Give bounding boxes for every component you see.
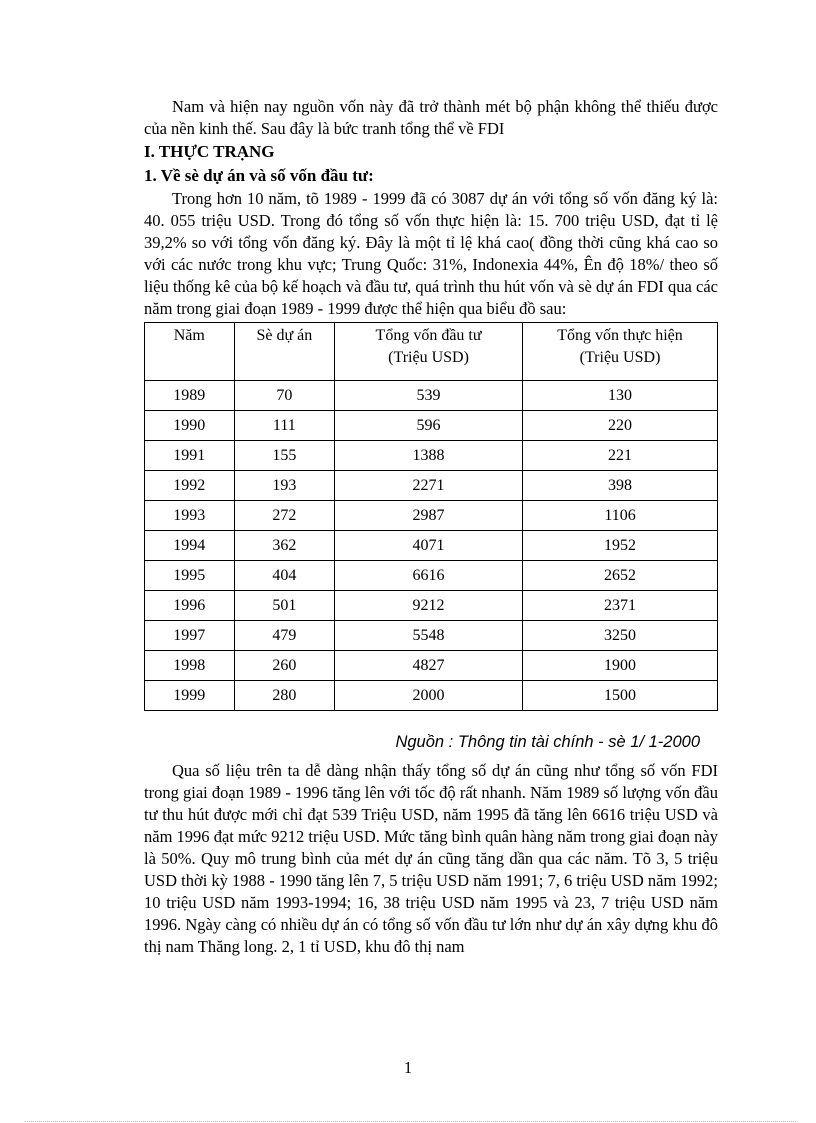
cell-year: 1993 — [145, 501, 235, 531]
cell-realized-capital: 1500 — [523, 681, 718, 711]
cell-year: 1992 — [145, 471, 235, 501]
cell-total-capital: 2000 — [335, 681, 523, 711]
paragraph-2: Qua số liệu trên ta dễ dàng nhận thấy tổng số dự án cũng như tổng số vốn FDI trong giai đoạn 1989 - 1996 tăng lên với tốc độ rất nhanh. Năm 1989 số lượng vốn đầu tư thu hút được mới chỉ đạt 539 Triệu USD, năm 1995 đã tăng lên 6616 triệu USD và năm 1996 đạt mức 9212 triệu USD. Mức tăng bình quân hàng năm trong giai đoạn này là 50%. Quy mô trung bình của mét dự án cũng tăng dần qua các năm. Tõ 3, 5 triệu USD thời kỳ 1988 - 1990 tăng lên 7, 5 triệu USD năm 1991; 7, 6 triệu USD năm 1992; 10 triệu USD năm 1993-1994; 16, 38 triệu USD năm 1995 và 23, 7 triệu USD năm 1996. Ngày càng có nhiều dự án có tổng số vốn đầu tư lớn như dự án xây dựng khu đô thị nam Thăng long. 2, 1 tỉ USD, khu đô thị nam — [144, 761, 718, 956]
cell-realized-capital: 220 — [523, 411, 718, 441]
cell-realized-capital: 3250 — [523, 621, 718, 651]
cell-realized-capital: 1900 — [523, 651, 718, 681]
cell-realized-capital: 398 — [523, 471, 718, 501]
cell-year: 1998 — [145, 651, 235, 681]
cell-realized-capital: 130 — [523, 381, 718, 411]
cell-projects: 362 — [234, 531, 334, 561]
cell-total-capital: 596 — [335, 411, 523, 441]
cell-total-capital: 4071 — [335, 531, 523, 561]
cell-projects: 479 — [234, 621, 334, 651]
page-content — [144, 96, 718, 958]
cell-total-capital: 4827 — [335, 651, 523, 681]
header-realized-line1: Tổng vốn thực hiện — [557, 327, 683, 344]
fdi-table — [144, 322, 718, 711]
header-projects: Sè dự án — [234, 323, 334, 381]
cell-realized-capital: 2371 — [523, 591, 718, 621]
cell-projects: 155 — [234, 441, 334, 471]
header-year: Năm — [145, 323, 235, 381]
cell-total-capital: 2987 — [335, 501, 523, 531]
header-total-line2: (Triệu USD) — [388, 349, 469, 366]
footer-divider — [25, 1121, 796, 1122]
subheading: 1. Về sè dự án và số vốn đầu tư: — [144, 166, 374, 185]
cell-realized-capital: 1952 — [523, 531, 718, 561]
table-row — [145, 441, 718, 471]
table-row — [145, 561, 718, 591]
cell-year: 1994 — [145, 531, 235, 561]
cell-projects: 501 — [234, 591, 334, 621]
cell-projects: 272 — [234, 501, 334, 531]
table-body — [145, 381, 718, 711]
cell-total-capital: 9212 — [335, 591, 523, 621]
cell-realized-capital: 2652 — [523, 561, 718, 591]
header-realized-line2: (Triệu USD) — [579, 349, 661, 366]
cell-projects: 70 — [234, 381, 334, 411]
header-realized-capital — [523, 323, 718, 381]
cell-total-capital: 539 — [335, 381, 523, 411]
table-row — [145, 591, 718, 621]
table-header-row — [145, 323, 718, 381]
cell-realized-capital: 221 — [523, 441, 718, 471]
cell-year: 1997 — [145, 621, 235, 651]
cell-year: 1991 — [145, 441, 235, 471]
cell-year: 1990 — [145, 411, 235, 441]
cell-total-capital: 5548 — [335, 621, 523, 651]
cell-projects: 280 — [234, 681, 334, 711]
paragraph-1: Trong hơn 10 năm, tõ 1989 - 1999 đã có 3087 dự án với tổng số vốn đăng ký là: 40. 055 triệu USD. Trong đó tổng số vốn thực hiện là: 15. 700 triệu USD, đạt tỉ lệ 39,2% so với tổng vốn đăng ký. Đây là một tỉ lệ khá cao( đồng thời cũng khá cao so với các nước trong khu vực; Trung Quốc: 31%, Indonexia 44%, Ên độ 18%/ theo số liệu thống kê của bộ kế hoạch và đầu tư, quá trình thu hút vốn và sè dự án FDI qua các năm trong giai đoạn 1989 - 1999 được thể hiện qua biểu đồ sau: — [144, 189, 718, 318]
page-number: 1 — [403, 1058, 413, 1077]
table-row — [145, 651, 718, 681]
cell-realized-capital: 1106 — [523, 501, 718, 531]
cell-projects: 260 — [234, 651, 334, 681]
table-row — [145, 681, 718, 711]
cell-year: 1996 — [145, 591, 235, 621]
cell-year: 1999 — [145, 681, 235, 711]
header-total-capital — [335, 323, 523, 381]
cell-total-capital: 2271 — [335, 471, 523, 501]
cell-projects: 193 — [234, 471, 334, 501]
cell-total-capital: 6616 — [335, 561, 523, 591]
section-heading: I. THỰC TRẠNG — [144, 142, 275, 161]
cell-projects: 111 — [234, 411, 334, 441]
table-row — [145, 621, 718, 651]
cell-total-capital: 1388 — [335, 441, 523, 471]
table-row — [145, 411, 718, 441]
intro-paragraph: Nam và hiện nay nguồn vốn này đã trở thành mét bộ phận không thể thiếu được của nền kinh thế. Sau đây là bức tranh tổng thể về FDI — [144, 97, 718, 138]
table-row — [145, 531, 718, 561]
cell-year: 1995 — [145, 561, 235, 591]
table-row — [145, 381, 718, 411]
cell-projects: 404 — [234, 561, 334, 591]
table-row — [145, 471, 718, 501]
table-row — [145, 501, 718, 531]
cell-year: 1989 — [145, 381, 235, 411]
header-total-line1: Tổng vốn đầu tư — [375, 327, 482, 344]
source-citation: Nguồn : Thông tin tài chính - sè 1/ 1-2000 — [395, 733, 700, 751]
